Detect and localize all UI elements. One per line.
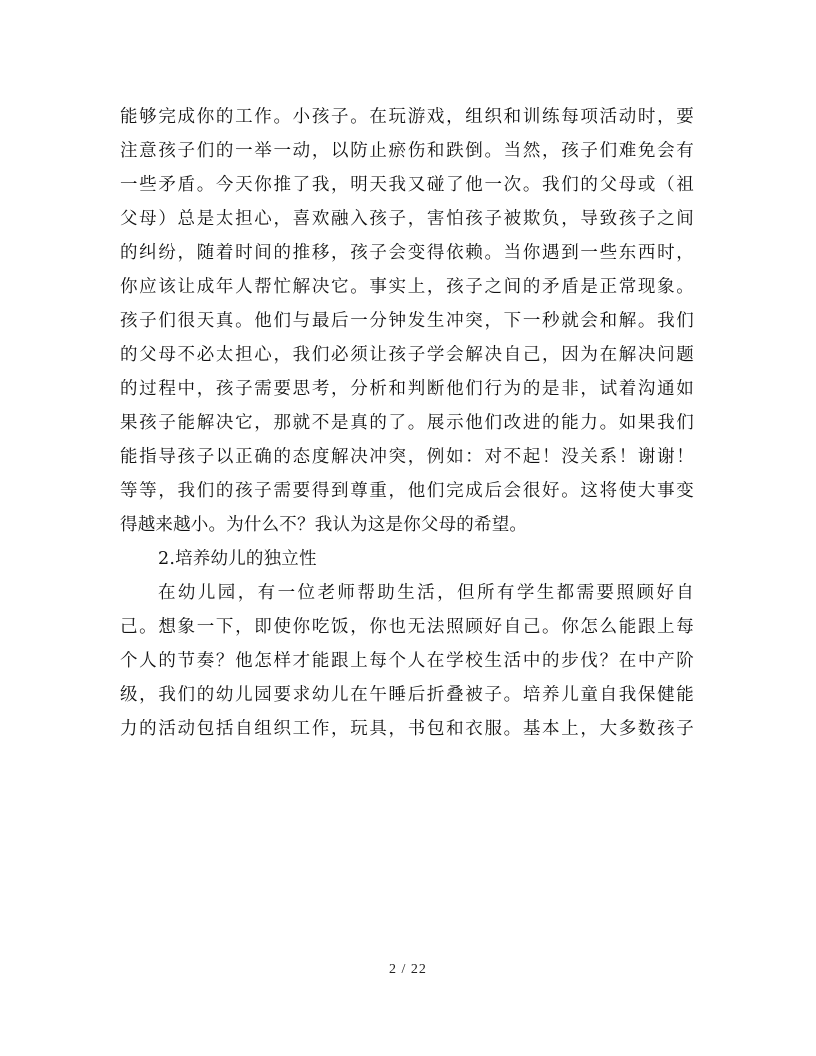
section-heading: 2.培养幼儿的独立性 (158, 549, 317, 569)
text-line: 得越来越小。为什么不？我认为这是你父母的希望。 (120, 515, 528, 535)
document-body (120, 100, 694, 746)
text-line: 个人的节奏？他怎样才能跟上每个人在学校生活中的步伐？在中产阶 (120, 651, 694, 671)
text-line: 力的活动包括自组织工作，玩具，书包和衣服。基本上，大多数孩子 (120, 719, 694, 739)
text-line: 级，我们的幼儿园要求幼儿在午睡后折叠被子。培养儿童自我保健能 (120, 685, 694, 705)
text-line: 的父母不必太担心，我们必须让孩子学会解决自己，因为在解决问题 (120, 345, 694, 365)
text-line: 孩子们很天真。他们与最后一分钟发生冲突，下一秒就会和解。我们 (120, 311, 694, 331)
page-number: 2 / 22 (389, 962, 427, 977)
text-line: 的过程中，孩子需要思考，分析和判断他们行为的是非，试着沟通如 (120, 379, 694, 399)
text-line: 等等，我们的孩子需要得到尊重，他们完成后会很好。这将使大事变 (120, 481, 694, 501)
text-line: 你应该让成年人帮忙解决它。事实上，孩子之间的矛盾是正常现象。 (120, 277, 694, 297)
text-line: 在幼儿园，有一位老师帮助生活，但所有学生都需要照顾好自 (158, 583, 694, 603)
text-line: 能够完成你的工作。小孩子。在玩游戏，组织和训练每项活动时，要 (120, 107, 694, 127)
text-line: 父母）总是太担心，喜欢融入孩子，害怕孩子被欺负，导致孩子之间 (120, 209, 694, 229)
text-line: 己。想象一下，即使你吃饭，你也无法照顾好自己。你怎么能跟上每 (120, 617, 694, 637)
text-line: 果孩子能解决它，那就不是真的了。展示他们改进的能力。如果我们 (120, 413, 694, 433)
text-line: 注意孩子们的一举一动，以防止瘀伤和跌倒。当然，孩子们难免会有 (120, 141, 694, 161)
text-line: 一些矛盾。今天你推了我，明天我又碰了他一次。我们的父母或（祖 (120, 175, 694, 195)
text-line: 的纠纷，随着时间的推移，孩子会变得依赖。当你遇到一些东西时， (120, 243, 694, 263)
text-line: 能指导孩子以正确的态度解决冲突，例如：对不起！没关系！谢谢！ (120, 447, 694, 467)
